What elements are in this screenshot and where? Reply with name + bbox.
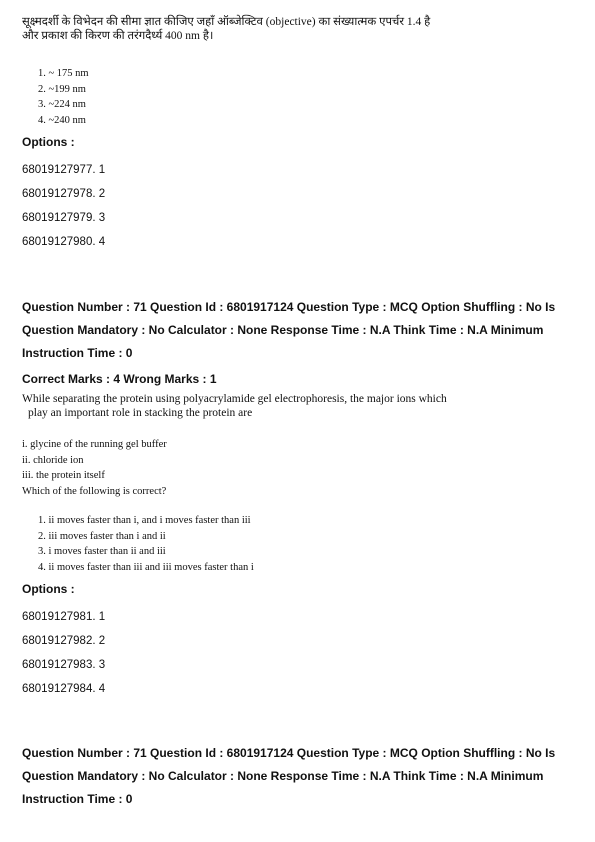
question-text [22, 392, 582, 420]
answer-choice: 2. ~199 nm [38, 83, 86, 95]
question-line: और प्रकाश की किरण की तरंगदैर्ध्य 400 nm है। [22, 30, 214, 42]
question-meta: Question Mandatory : No Calculator : None Response Time : N.A Think Time : N.A Minimum [22, 323, 544, 337]
question-meta: Question Mandatory : No Calculator : None Response Time : N.A Think Time : N.A Minimum [22, 769, 544, 783]
marks-line: Correct Marks : 4 Wrong Marks : 1 [22, 372, 217, 386]
option-id: 68019127984. 4 [22, 683, 106, 695]
option-id: 68019127979. 3 [22, 212, 106, 224]
option-id: 68019127981. 1 [22, 611, 106, 623]
question-line: play an important role in stacking the protein are [28, 407, 253, 419]
question-line: While separating the protein using polyacrylamide gel electrophoresis, the major ions which [22, 393, 447, 405]
question-meta: Question Number : 71 Question Id : 6801917124 Question Type : MCQ Option Shuffling : No Is [22, 746, 556, 760]
statement: i. glycine of the running gel buffer [22, 439, 167, 450]
statement: iii. the protein itself [22, 470, 105, 481]
question-meta: Question Number : 71 Question Id : 6801917124 Question Type : MCQ Option Shuffling : No Is [22, 300, 556, 314]
answer-choice: 4. ~240 nm [38, 114, 86, 126]
answer-choice: 2. iii moves faster than i and ii [38, 530, 166, 542]
options-label: Options : [22, 135, 75, 149]
answer-choice: 3. i moves faster than ii and iii [38, 546, 166, 557]
statement: Which of the following is correct? [22, 485, 167, 497]
answer-choice: 1. ~ 175 nm [38, 68, 89, 79]
answer-choice: 4. ii moves faster than iii and iii moves faster than i [38, 561, 254, 573]
answer-choices [38, 513, 254, 575]
option-id: 68019127978. 2 [22, 188, 106, 200]
answer-choice: 1. ii moves faster than i, and i moves faster than iii [38, 515, 251, 526]
statement: ii. chloride ion [22, 454, 84, 466]
question-meta: Instruction Time : 0 [22, 346, 133, 360]
question-meta: Instruction Time : 0 [22, 792, 133, 806]
option-id: 68019127983. 3 [22, 659, 106, 671]
question-text-hindi [22, 15, 582, 43]
statements [22, 437, 167, 499]
option-id: 68019127980. 4 [22, 236, 106, 248]
answer-choice: 3. ~224 nm [38, 99, 86, 110]
question-line: सूक्ष्मदर्शी के विभेदन की सीमा ज्ञात कीजिए जहाँ ऑब्जेक्टिव (objective) का संख्यात्मक एपर्चर 1.4 है [22, 16, 431, 28]
option-id: 68019127982. 2 [22, 635, 106, 647]
options-label: Options : [22, 582, 75, 596]
option-id: 68019127977. 1 [22, 164, 106, 176]
answer-choices [38, 66, 89, 128]
